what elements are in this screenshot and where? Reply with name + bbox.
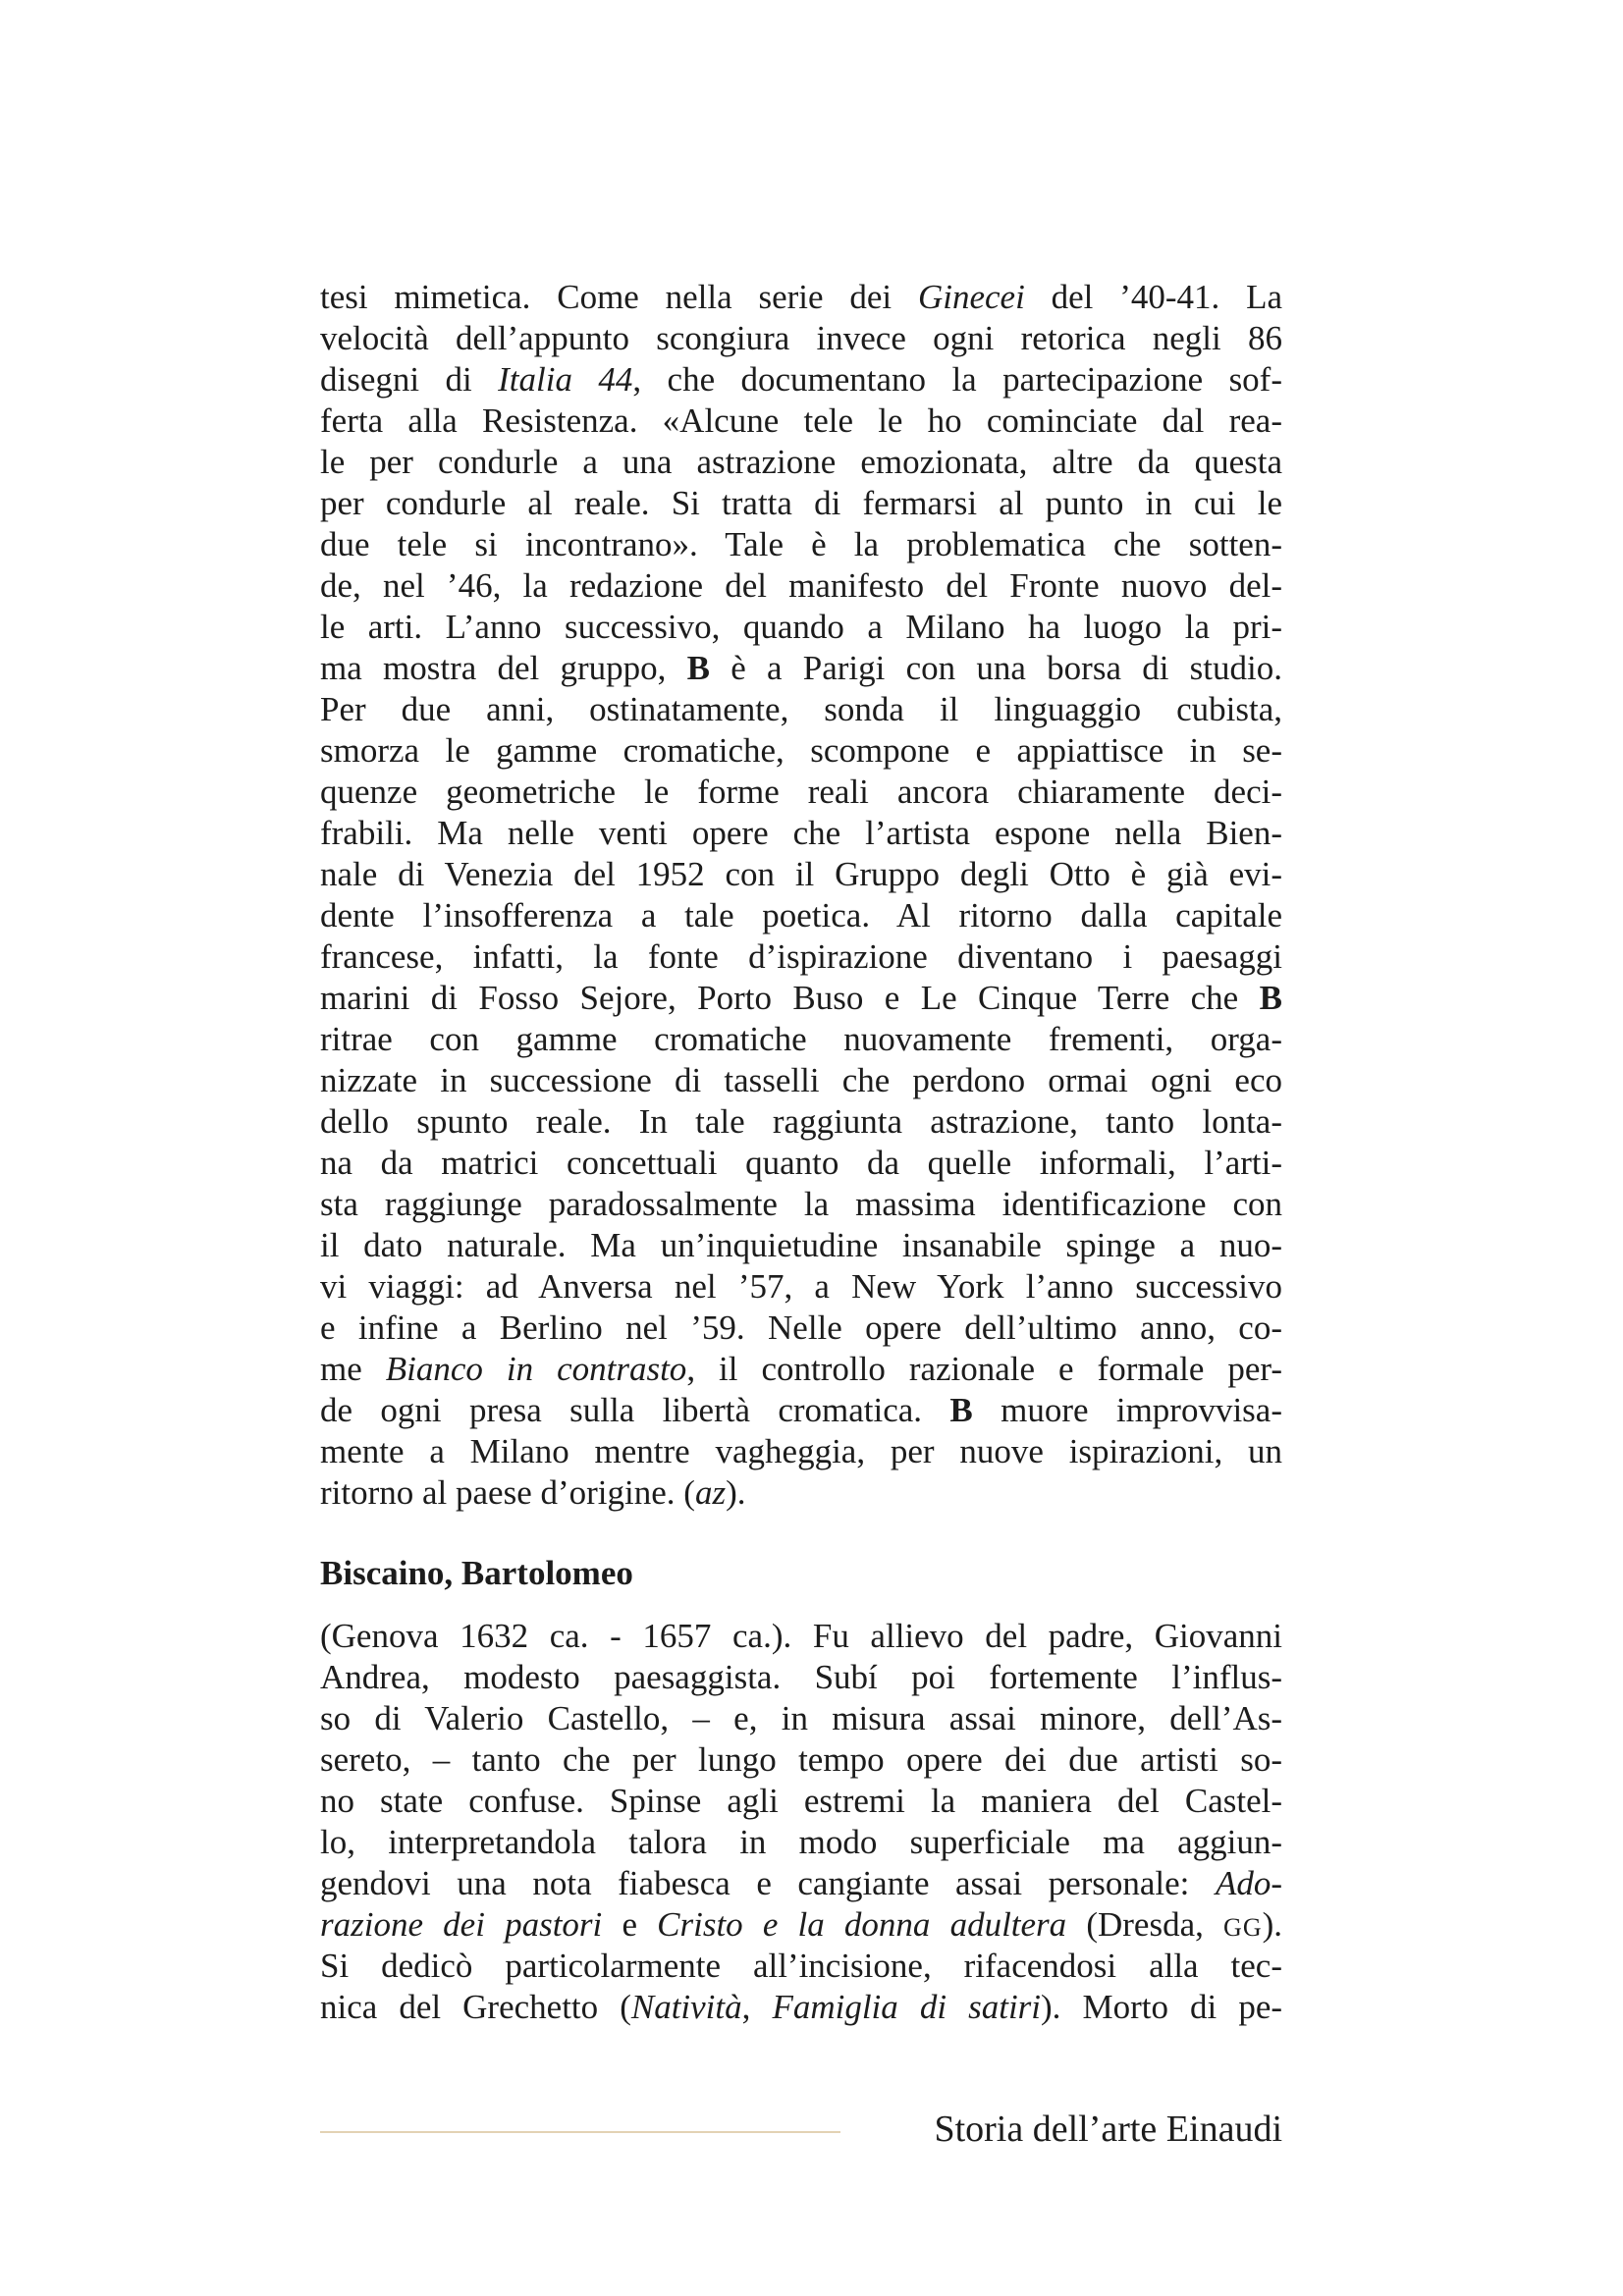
entry-biscaino-text xyxy=(320,1616,1282,2028)
text-line xyxy=(320,1781,1282,1822)
text-line xyxy=(320,524,1282,565)
text-run: ma mostra del gruppo, xyxy=(320,649,687,687)
text-line xyxy=(320,1349,1282,1390)
text-line xyxy=(320,607,1282,648)
text-line xyxy=(320,1863,1282,1904)
text-run: sta raggiunge paradossalmente la massima identificazione con xyxy=(320,1185,1282,1223)
text-line xyxy=(320,1143,1282,1184)
text-run: ). Morto di pe- xyxy=(1041,1988,1283,2026)
text-run: frabili. Ma nelle venti opere che l’artista espone nella Bien- xyxy=(320,814,1282,852)
text-line xyxy=(320,978,1282,1019)
text-run: GG xyxy=(1223,1913,1263,1942)
text-run: (Genova 1632 ca. - 1657 ca.). Fu allievo del padre, Giovanni xyxy=(320,1617,1282,1655)
italic-text: az xyxy=(694,1473,727,1512)
entry-b-text xyxy=(320,277,1282,1514)
text-run: nizzate in successione di tasselli che perdono ormai ogni eco xyxy=(320,1061,1282,1099)
text-line xyxy=(320,1739,1282,1781)
text-line xyxy=(320,1184,1282,1225)
text-run: muore improvvisa- xyxy=(972,1391,1282,1429)
text-line xyxy=(320,442,1282,483)
footer-rule xyxy=(320,2131,840,2133)
text-line xyxy=(320,1431,1282,1472)
text-run: è a Parigi con una borsa di studio. xyxy=(710,649,1282,687)
text-line xyxy=(320,648,1282,689)
text-run: de ogni presa sulla libertà cromatica. xyxy=(320,1391,950,1429)
text-run: ferta alla Resistenza. «Alcune tele le ho cominciate dal rea- xyxy=(320,401,1282,440)
text-run: quenze geometriche le forme reali ancora chiaramente deci- xyxy=(320,773,1282,811)
text-run: dello spunto reale. In tale raggiunta astrazione, tanto lonta- xyxy=(320,1102,1282,1141)
italic-text: razione dei pastori xyxy=(320,1905,603,1944)
italic-text: Italia 44 xyxy=(498,360,633,399)
text-run: velocità dell’appunto scongiura invece ogni retorica negli 86 xyxy=(320,319,1282,357)
text-run: na da matrici concettuali quanto da quelle informali, l’arti- xyxy=(320,1144,1282,1182)
text-line xyxy=(320,483,1282,524)
text-run: marini di Fosso Sejore, Porto Buso e Le Cinque Terre che xyxy=(320,979,1260,1017)
text-line xyxy=(320,1060,1282,1101)
text-run: dente l’insofferenza a tale poetica. Al ritorno dalla capitale xyxy=(320,896,1282,934)
text-line xyxy=(320,1390,1282,1431)
italic-text: Ado- xyxy=(1215,1864,1282,1902)
text-line xyxy=(320,1225,1282,1266)
italic-text: Famiglia di satiri xyxy=(772,1988,1042,2026)
text-line xyxy=(320,813,1282,854)
entry-heading: Biscaino, Bartolomeo xyxy=(320,1554,633,1592)
text-run: disegni di xyxy=(320,360,499,399)
italic-text: Natività xyxy=(630,1988,742,2026)
text-column xyxy=(320,277,1282,2028)
text-run: e infine a Berlino nel ’59. Nelle opere dell’ultimo anno, co- xyxy=(320,1308,1282,1347)
text-run: smorza le gamme cromatiche, scompone e appiattisce in se- xyxy=(320,731,1282,770)
text-run: , il controllo razionale e formale per- xyxy=(686,1350,1283,1388)
text-line xyxy=(320,1266,1282,1308)
text-line xyxy=(320,1472,1282,1514)
text-line xyxy=(320,1019,1282,1060)
text-line xyxy=(320,1822,1282,1863)
text-run: ritrae con gamme cromatiche nuovamente frementi, orga- xyxy=(320,1020,1282,1058)
text-run: Per due anni, ostinatamente, sonda il linguaggio cubista, xyxy=(320,690,1282,728)
text-line xyxy=(320,359,1282,400)
text-line xyxy=(320,689,1282,730)
text-run: ). xyxy=(726,1473,746,1512)
text-line xyxy=(320,1616,1282,1657)
text-run: il dato naturale. Ma un’inquietudine insanabile spinge a nuo- xyxy=(320,1226,1282,1264)
text-run: per condurle al reale. Si tratta di fermarsi al punto in cui le xyxy=(320,484,1282,522)
text-line xyxy=(320,936,1282,978)
text-run: due tele si incontrano». Tale è la problematica che sotten- xyxy=(320,525,1282,563)
bold-text: B xyxy=(949,1391,973,1429)
text-run: de, nel ’46, la redazione del manifesto del Fronte nuovo del- xyxy=(320,566,1282,605)
italic-text: Bianco in contrasto xyxy=(385,1350,687,1388)
text-run: nale di Venezia del 1952 con il Gruppo degli Otto è già evi- xyxy=(320,855,1282,893)
text-run: (Dresda, xyxy=(1066,1905,1224,1944)
text-run: tesi mimetica. Come nella serie dei xyxy=(320,278,918,316)
text-run: mente a Milano mentre vagheggia, per nuove ispirazioni, un xyxy=(320,1432,1282,1470)
text-line xyxy=(320,318,1282,359)
text-run: sereto, – tanto che per lungo tempo opere dei due artisti so- xyxy=(320,1740,1282,1779)
text-line xyxy=(320,1657,1282,1698)
text-line xyxy=(320,772,1282,813)
bold-text: B xyxy=(1259,979,1282,1017)
text-line xyxy=(320,1101,1282,1143)
text-run: , che documentano la partecipazione sof- xyxy=(632,360,1282,399)
text-run: e xyxy=(602,1905,658,1944)
text-run: del ’40-41. La xyxy=(1024,278,1282,316)
text-run: gendovi una nota fiabesca e cangiante assai personale: xyxy=(320,1864,1216,1902)
text-run: Si dedicò particolarmente all’incisione, rifacendosi alla tec- xyxy=(320,1947,1282,1985)
text-run: me xyxy=(320,1350,386,1388)
text-run: ritorno al paese d’origine. ( xyxy=(320,1473,695,1512)
text-line xyxy=(320,1946,1282,1987)
text-run: ). xyxy=(1262,1905,1283,1944)
text-run: le arti. L’anno successivo, quando a Milano ha luogo la pri- xyxy=(320,608,1282,646)
text-line xyxy=(320,565,1282,607)
italic-text: Ginecei xyxy=(917,278,1025,316)
text-line xyxy=(320,400,1282,442)
text-line xyxy=(320,1904,1282,1946)
text-line xyxy=(320,1698,1282,1739)
text-run: francese, infatti, la fonte d’ispirazione diventano i paesaggi xyxy=(320,937,1282,976)
text-line xyxy=(320,277,1282,318)
bold-text: B xyxy=(686,649,710,687)
footer-title: Storia dell’arte Einaudi xyxy=(934,2109,1282,2150)
text-line xyxy=(320,854,1282,895)
text-run: vi viaggi: ad Anversa nel ’57, a New York l’anno successivo xyxy=(320,1267,1282,1306)
text-run: nica del Grechetto ( xyxy=(320,1988,631,2026)
text-run: so di Valerio Castello, – e, in misura assai minore, dell’As- xyxy=(320,1699,1282,1737)
text-run: no state confuse. Spinse agli estremi la maniera del Castel- xyxy=(320,1782,1282,1820)
text-line xyxy=(320,895,1282,936)
text-line xyxy=(320,730,1282,772)
text-run: lo, interpretandola talora in modo superficiale ma aggiun- xyxy=(320,1823,1282,1861)
italic-text: Cristo e la donna adultera xyxy=(657,1905,1067,1944)
text-line xyxy=(320,1308,1282,1349)
text-line xyxy=(320,1987,1282,2028)
text-run: , xyxy=(741,1988,773,2026)
text-run: le per condurle a una astrazione emozionata, altre da questa xyxy=(320,443,1282,481)
text-run: Andrea, modesto paesaggista. Subí poi fortemente l’influs- xyxy=(320,1658,1282,1696)
